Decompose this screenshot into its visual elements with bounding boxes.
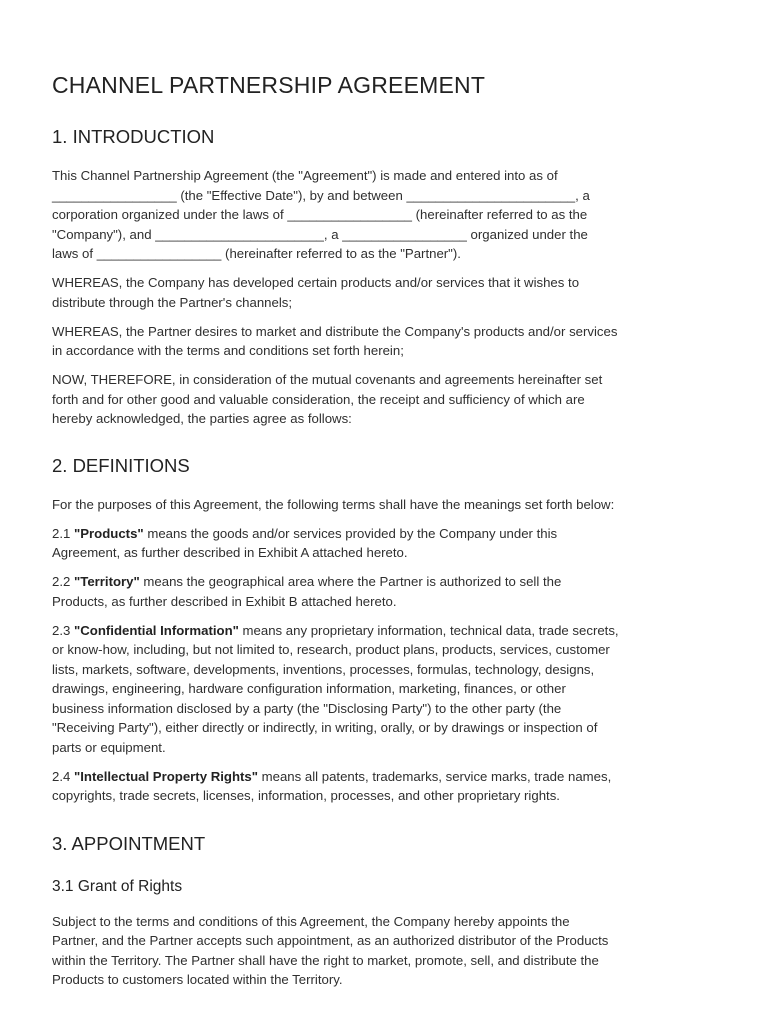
definition-number: 2.4 bbox=[52, 768, 74, 784]
definition-text: means all patents, trademarks, service marks, trade names, copyrights, trade secrets, licenses, information, processes, and other proprietary rights. bbox=[52, 768, 612, 803]
definition-text: means the goods and/or services provided by the Company under this Agreement, as further described in Exhibit A attached hereto. bbox=[52, 525, 558, 560]
definition-territory bbox=[52, 572, 718, 611]
definition-text: means any proprietary information, technical data, trade secrets, or know-how, including, but not limited to, research, product plans, products, services, customer lists, markets, software, developments, inventions, processes, formulas, technology, designs, drawings, engineering, hardware configuration information, marketing, finances, or other business information disclosed by a party (the "Disclosing Party") to the other party (the "Receiving Party"), either directly or indirectly, in writing, orally, or by drawings or inspection of parts or equipment. bbox=[52, 622, 619, 755]
section-1-heading: 1. INTRODUCTION bbox=[52, 126, 215, 147]
document-title: CHANNEL PARTNERSHIP AGREEMENT bbox=[52, 72, 486, 98]
section-3-heading: 3. APPOINTMENT bbox=[52, 832, 206, 854]
definition-term: "Territory" bbox=[74, 574, 140, 589]
definition-number: 2.3 bbox=[52, 622, 74, 638]
definition-number: 2.1 bbox=[52, 525, 74, 541]
definition-text: means the geographical area where the Partner is authorized to sell the Products, as further described in Exhibit B attached hereto. bbox=[52, 574, 562, 609]
section-2-heading: 2. DEFINITIONS bbox=[52, 454, 190, 476]
definition-confidential-information bbox=[52, 621, 718, 758]
intro-paragraph: This Channel Partnership Agreement (the "Agreement") is made and entered into as of _________________ (the "Effective Date"), by and between _______________________, a corporation organized under the laws of _________________ (hereinafter referred to as the "Company"), and _______________________, a _________________ organized under the laws of _________________ (hereinafter referred to as the "Partner"). bbox=[52, 168, 590, 261]
definition-products bbox=[52, 524, 718, 563]
grant-of-rights-paragraph: Subject to the terms and conditions of this Agreement, the Company hereby appoints the Partner, and the Partner accepts such appointment, as an authorized distributor of the Products within the Territory. The Partner shall have the right to market, promote, sell, and distribute the Products to customers located within the Territory. bbox=[52, 913, 609, 987]
definitions-intro: For the purposes of this Agreement, the following terms shall have the meanings set forth below: bbox=[52, 496, 615, 512]
definition-term: "Intellectual Property Rights" bbox=[74, 768, 258, 784]
definition-number: 2.2 bbox=[52, 574, 74, 589]
subsection-3-1-heading: 3.1 Grant of Rights bbox=[52, 877, 183, 895]
now-therefore-paragraph: NOW, THEREFORE, in consideration of the mutual covenants and agreements hereinafter set forth and for other good and valuable consideration, the receipt and sufficiency of which are hereby acknowledged, the parties agree as follows: bbox=[52, 372, 603, 426]
whereas-paragraph-2: WHEREAS, the Partner desires to market and distribute the Company's products and/or services in accordance with the terms and conditions set forth herein; bbox=[52, 323, 618, 358]
whereas-paragraph-1: WHEREAS, the Company has developed certain products and/or services that it wishes to distribute through the Partner's channels; bbox=[52, 275, 580, 310]
definition-intellectual-property-rights bbox=[52, 767, 718, 806]
definition-term: "Confidential Information" bbox=[74, 622, 239, 638]
definition-term: "Products" bbox=[74, 525, 144, 541]
